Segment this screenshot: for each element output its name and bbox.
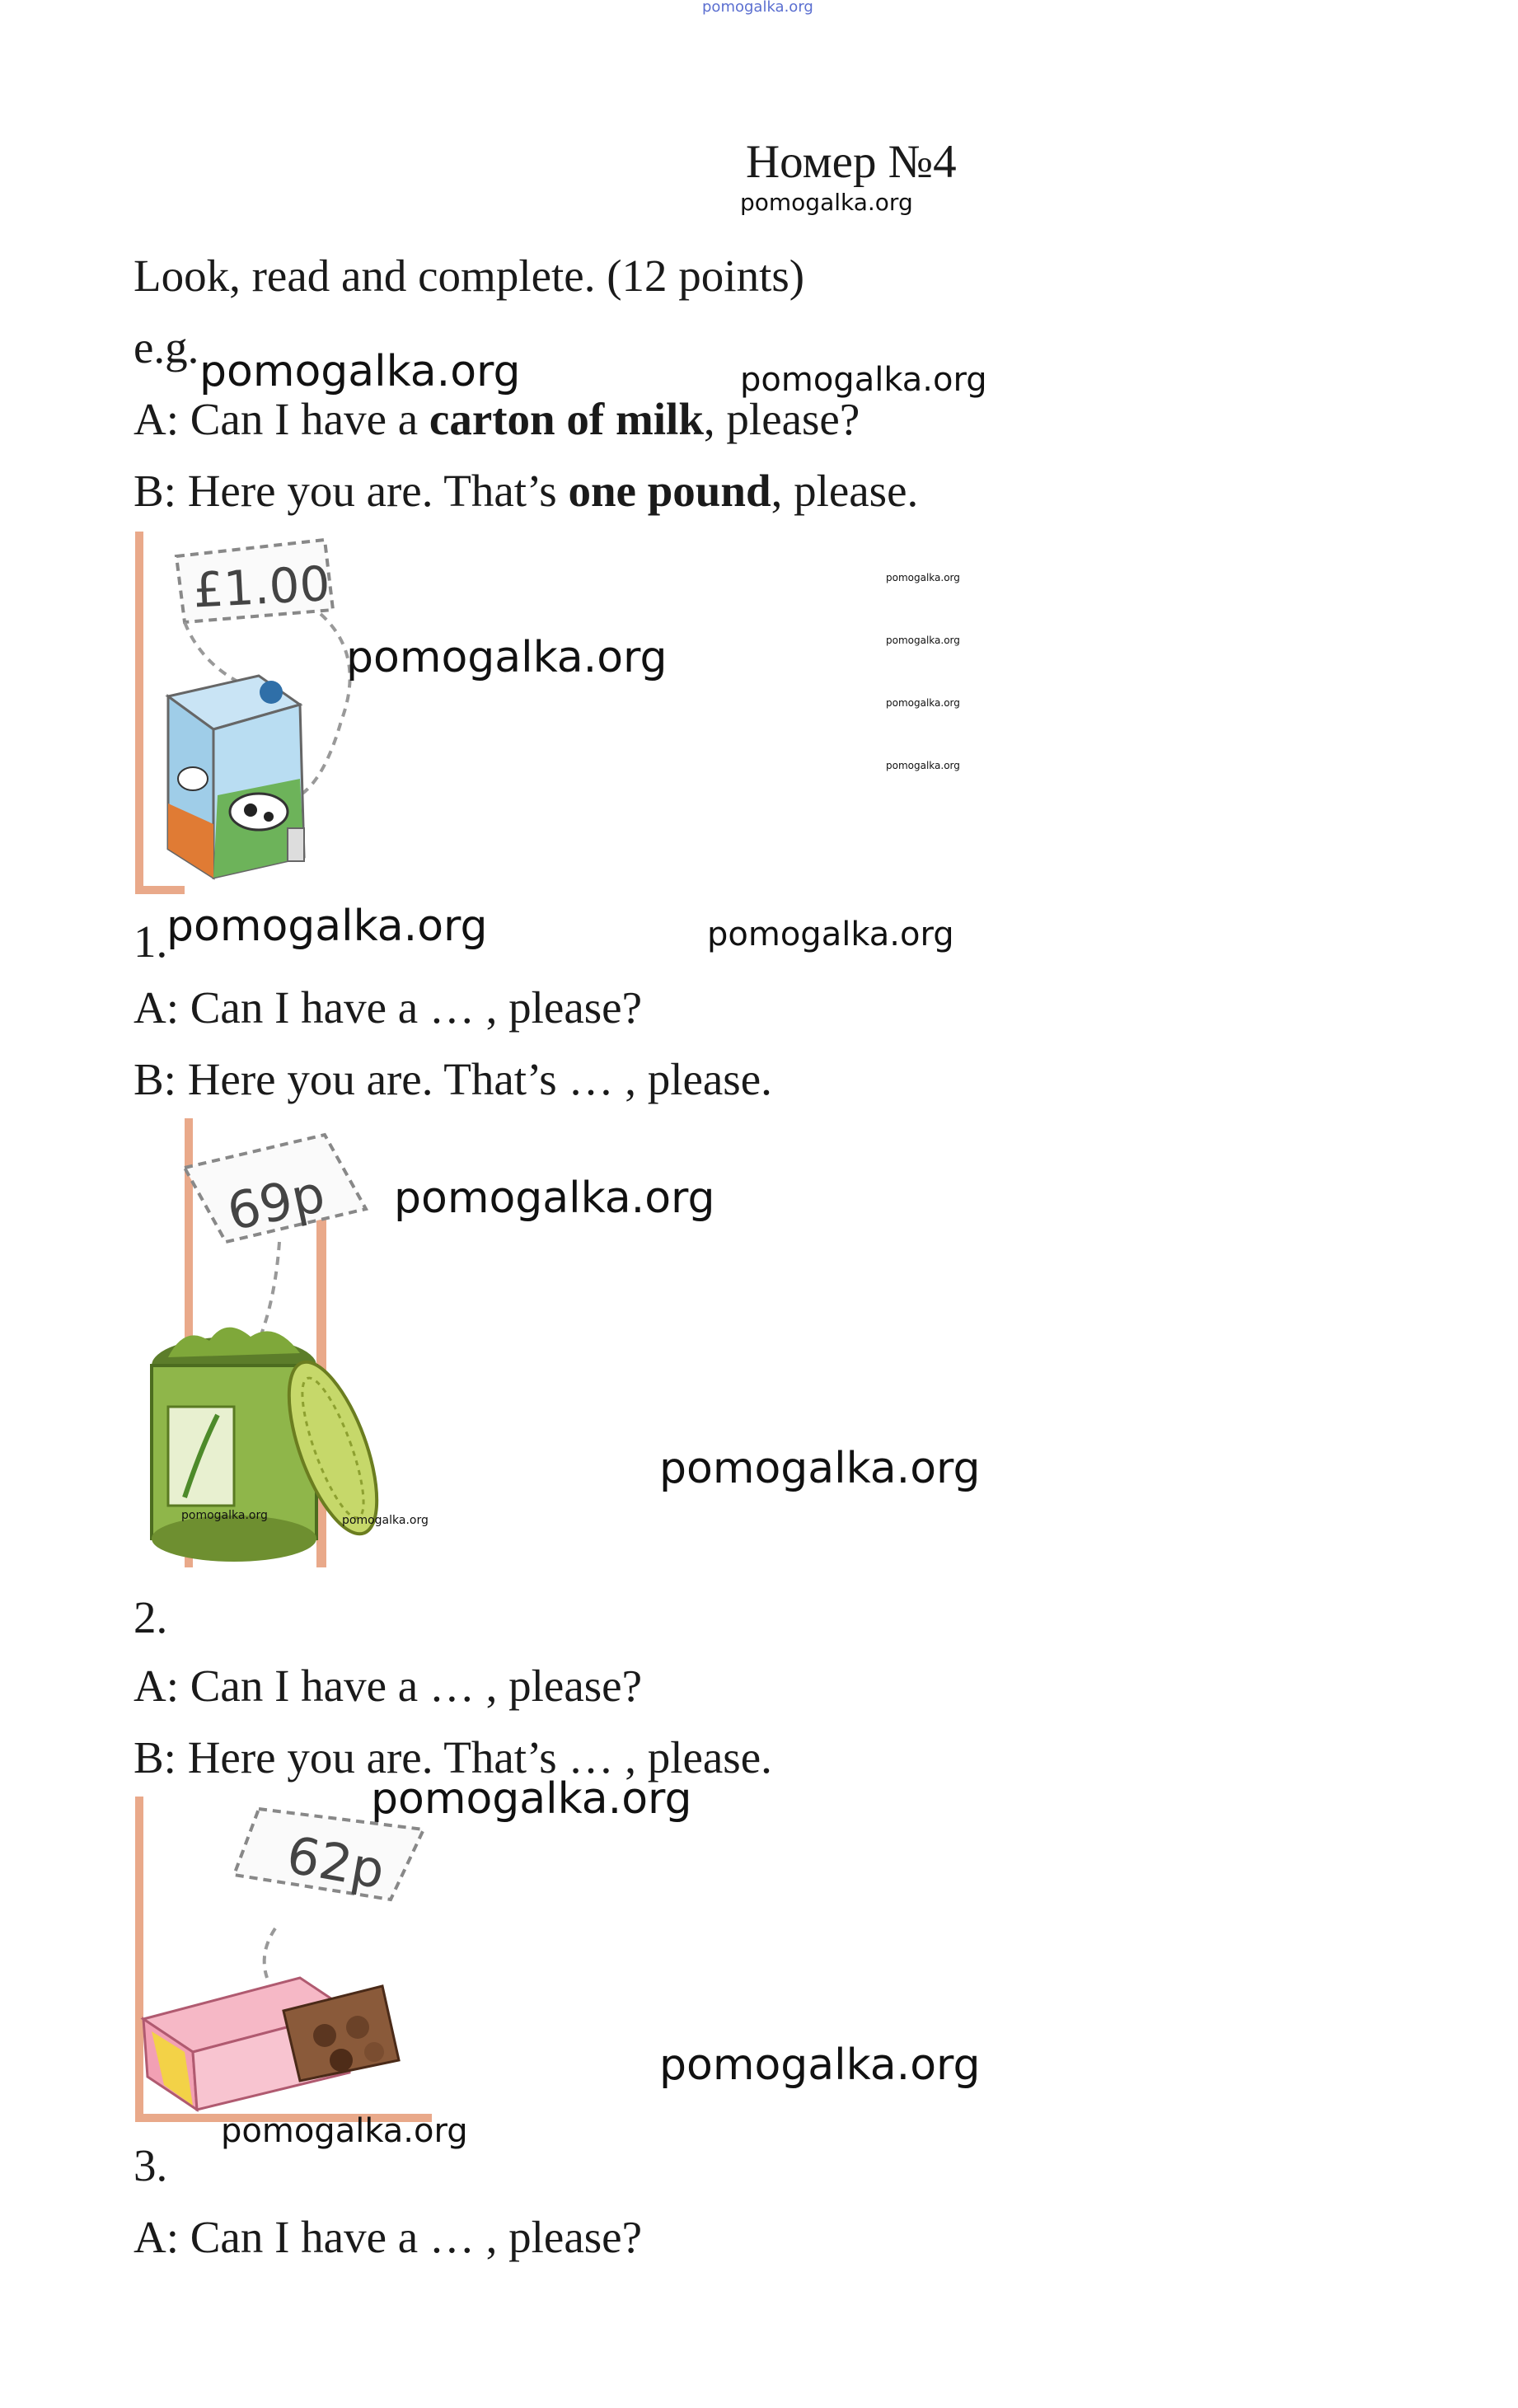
price-tag-label: 62p: [282, 1824, 389, 1901]
item-question: A: Can I have a … , please?: [134, 1661, 642, 1711]
watermark: pomogalka.org: [199, 347, 521, 396]
watermark: pomogalka.org: [707, 916, 954, 953]
item-number: 3.: [134, 2140, 168, 2190]
item-number: 2.: [134, 1592, 168, 1642]
item-question: A: Can I have a … , please?: [134, 982, 642, 1033]
watermark: pomogalka.org: [886, 572, 960, 583]
price-tag-label: £1.00: [191, 555, 332, 619]
example-label: e.g.: [134, 322, 199, 372]
item-reply: B: Here you are. That’s … , please.: [134, 1732, 772, 1783]
watermark: pomogalka.org: [166, 902, 488, 951]
box-of-chocolates-image: [135, 1797, 432, 2122]
instruction-text: Look, read and complete. (12 points): [134, 251, 805, 301]
watermark: pomogalka.org: [342, 1514, 429, 1527]
watermark: pomogalka.org: [659, 1444, 981, 1493]
watermark: pomogalka.org: [659, 2040, 981, 2090]
item-reply: B: Here you are. That’s … , please.: [134, 1054, 772, 1104]
example-reply: B: Here you are. That’s one pound, please.: [134, 466, 919, 516]
page-title: Номер №4: [746, 136, 957, 188]
watermark: pomogalka.org: [702, 0, 813, 16]
watermark: pomogalka.org: [394, 1174, 715, 1223]
item-number: 1.: [134, 916, 168, 967]
watermark: pomogalka.org: [886, 697, 960, 709]
price-tag-label: 69p: [222, 1163, 330, 1243]
item-question: A: Can I have a … , please?: [134, 2212, 642, 2262]
watermark: pomogalka.org: [886, 635, 960, 646]
watermark: pomogalka.org: [346, 633, 668, 682]
watermark: pomogalka.org: [886, 760, 960, 771]
watermark: pomogalka.org: [740, 361, 987, 399]
milk-carton-image: [135, 532, 374, 894]
watermark: pomogalka.org: [740, 189, 913, 216]
example-answer-item: carton of milk: [429, 394, 704, 444]
example-question: A: Can I have a carton of milk, please?: [134, 394, 860, 444]
watermark: pomogalka.org: [181, 1509, 268, 1522]
watermark: pomogalka.org: [371, 1774, 692, 1824]
watermark: pomogalka.org: [221, 2112, 468, 2150]
tin-of-beans-image: [135, 1118, 391, 1567]
example-answer-price: one pound: [568, 466, 771, 516]
